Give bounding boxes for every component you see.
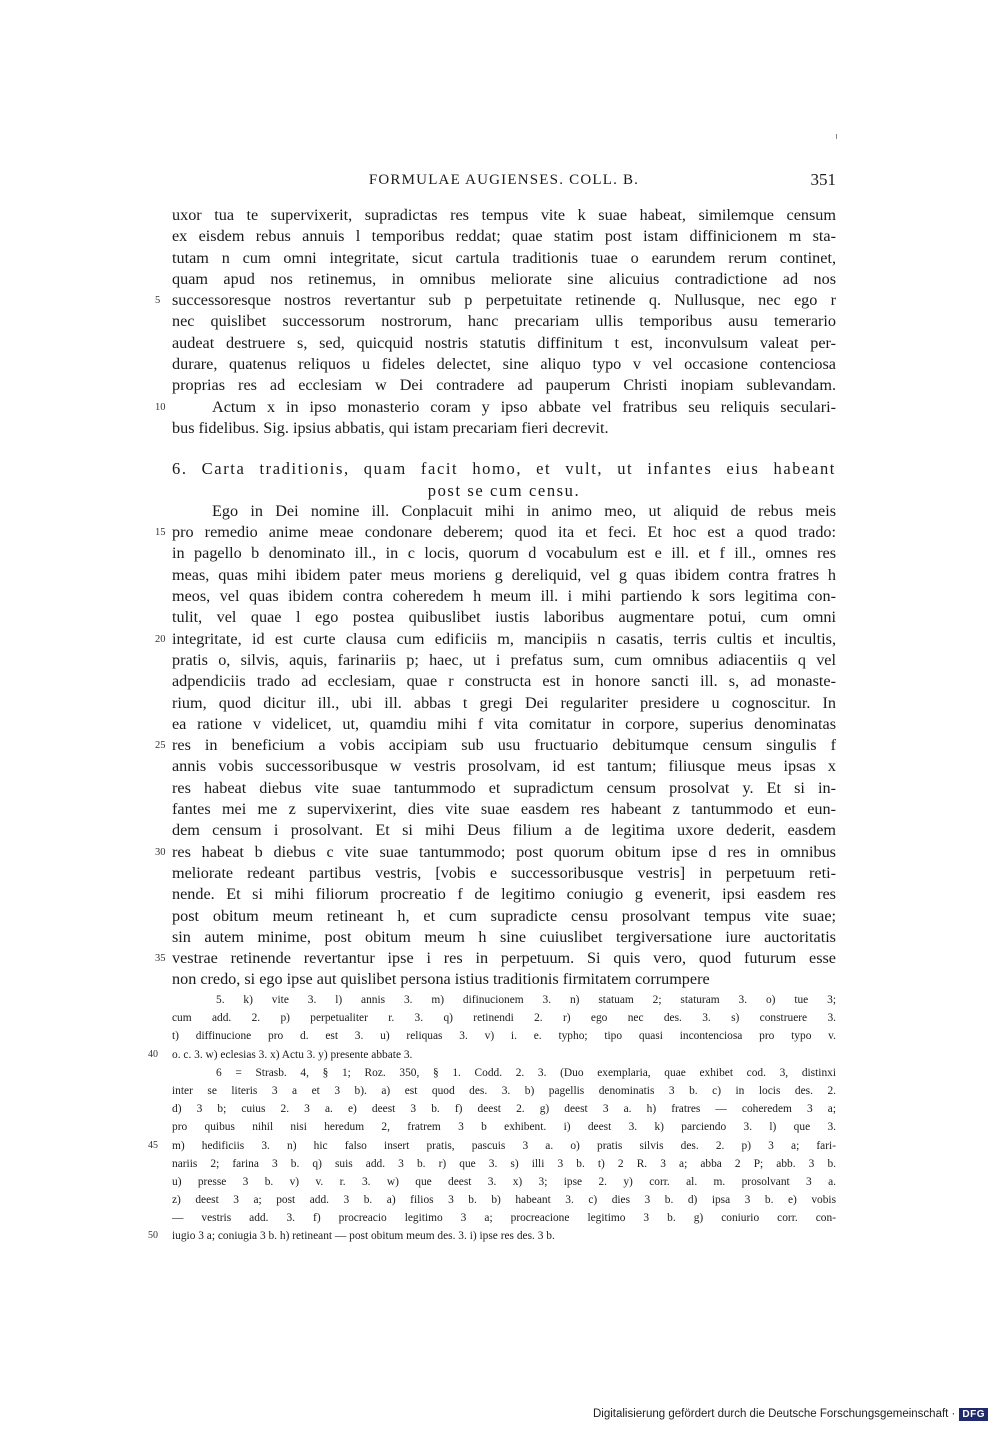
footnote-line [172,991,836,1009]
line-text: adpendiciis trado ad ecclesiam, quae r constructa est in honore sancti ill. s, ad monaste- [172,672,836,691]
line-text: audeat destruere s, sed, quicquid nostris statutis diffinitum t est, inconvulsum valeat per- [172,333,836,352]
footnote-line [172,1191,836,1209]
credit-text: Digitalisierung gefördert durch die Deutsche Forschungsgemeinschaft · [592,1408,956,1420]
line-text: in pagello b denominato ill., in c locis, quorum d vocabulum est e ill. et f ill., omnes res [172,544,836,563]
footnote-line [172,1173,836,1191]
text-line [172,693,836,714]
page-number: 351 [810,170,836,189]
text-line [172,863,836,884]
text-line [172,799,836,820]
line-number: 35 [155,953,166,965]
footnote-line [172,1082,836,1100]
line-number: 15 [155,527,166,539]
line-number: 50 [148,1230,158,1242]
line-text: o. c. 3. w) eclesias 3. x) Actu 3. y) presente abbate 3. [172,1048,413,1061]
text-line [172,586,836,607]
text-line [155,522,836,543]
line-text: pratis o, silvis, aquis, farinariis p; haec, ut i prefatus sum, cum omnibus adiacentiis q vel [172,650,836,669]
footnote-line [148,1227,836,1245]
line-text: res in beneficium a vobis accipiam sub usu fructuario debitumque censum singulis f [172,736,836,755]
line-text: nariis 2; farina 3 b. q) suis add. 3 b. r) que 3. s) illi 3 b. t) 2 R. 3 a; abba 2 P; abb. 3 b. [172,1157,836,1170]
section-heading [172,480,836,501]
line-number: 45 [148,1139,158,1151]
line-text: 6 = Strasb. 4, § 1; Roz. 350, § 1. Codd. 2. 3. (Duo exemplaria, quae exhibet cod. 3, distinxi [216,1066,836,1079]
line-text: cum add. 2. p) perpetualiter r. 3. q) retinendi 2. r) ego nec des. 3. s) construere 3. [172,1012,836,1025]
text-line [172,607,836,628]
text-line [172,375,836,396]
text-line [172,884,836,905]
section-gap [172,439,836,458]
text-line [172,248,836,269]
text-line [172,969,836,990]
text-line [172,927,836,948]
text-line [172,714,836,735]
line-text: m) hedificiis 3. n) hic falso insert pratis, pascuis 3 a. o) pratis silvis des. 2. p) 3 a; fari- [172,1139,836,1152]
text-line [172,820,836,841]
line-number: 25 [155,740,166,752]
line-text: t) diffinucione pro d. est 3. u) reliquas 3. v) i. e. typho; tipo quasi incontenciosa pro typo v. [172,1030,836,1043]
line-text: ex eisdem rebus annuis l temporibus reddat; quae statim post istam diffinicionem m sta- [172,227,836,246]
text-line [172,778,836,799]
line-text: sin autem minime, post obitum meum h sine cuiuslibet tergiversatione iure auctoritatis [172,927,836,946]
text-line [155,397,836,418]
text-line [172,226,836,247]
text-line [172,205,836,226]
line-number: 10 [155,401,166,413]
text-line [155,290,836,311]
text-line [172,311,836,332]
line-text: 5. k) vite 3. l) annis 3. m) difinucionem 3. n) statuam 2; staturam 3. o) tue 3; [216,994,836,1006]
line-text: res habeat b diebus c vite suae tantummodo; post quorum obitum ipse d res in omnibus [172,842,836,861]
text-line [155,629,836,650]
apparatus-footnotes [148,991,836,1246]
footnote-line [172,1027,836,1045]
text-line [172,650,836,671]
line-number: 5 [155,295,161,307]
section-heading [172,458,836,479]
line-text: z) deest 3 a; post add. 3 b. a) filios 3 b. b) habeant 3. c) dies 3 b. d) ipsa 3 b. e) vobis [172,1194,836,1207]
text-line [172,418,836,439]
footnote-line [148,1046,836,1064]
footnote-line [172,1064,836,1082]
text-line [172,756,836,777]
line-text: pro remedio anime meae condonare deberem; quod ita et feci. Et hoc est a quod trado: [172,523,836,542]
line-text: inter se literis 3 a et 3 b). a) est quod des. 3. b) pagellis denominatis 3 b. c) in locis des. 2. [172,1084,836,1097]
line-text: proprias res ad ecclesiam w Dei contradere ad pauperum Christi inopiam sublevandam. [172,376,836,395]
footnote-line [172,1209,836,1227]
line-text: integritate, id est curte clausa cum edificiis m, mancipiis n casatis, terris cultis et incultis, [172,629,836,648]
line-text: tulit, vel quae l ego postea quibuslibet iustis laboribus augmentare potui, cum omni [172,608,836,627]
text-line [172,906,836,927]
line-text: vestrae retinende revertantur ipse i res in perpetuum. Si quis vero, quod futurum esse [172,949,836,968]
footnote-line [172,1009,836,1027]
text-line [172,565,836,586]
line-text: fantes mei me z supervixerint, dies vite suae easdem res habeant z tantummodo et eun- [172,800,836,819]
text-line [172,269,836,290]
text-line [172,354,836,375]
line-text: rium, quod dicitur ill., ubi ill. abbas t gregi Dei regulariter presidere u cognoscitur. In [172,693,836,712]
line-text: d) 3 b; cuius 2. 3 a. e) deest 3 b. f) deest 2. g) deest 3 a. h) fratres — coheredem 3 a; [172,1103,836,1116]
dfg-logo: DFG [959,1408,988,1421]
running-title: FORMULAE AUGIENSES. COLL. B. [368,172,640,188]
margin-mark [836,134,837,139]
line-text: 6. Carta traditionis, quam facit homo, et vult, ut infantes eius habeant [172,459,836,479]
line-text: nec quislibet successorum nostrorum, hanc precariam ullis temporibus ausu temerario [172,312,836,331]
line-text: post obitum meum retineant h, et cum supradicte censu prosolvant tempus vite suae; [172,906,836,925]
line-text: Actum x in ipso monasterio coram y ipso abbate vel fratribus seu reliquis seculari- [212,397,836,416]
text-line [155,948,836,969]
line-text: non credo, si ego ipse aut quislibet persona istius traditionis firmitatem corrumpere [172,970,710,989]
line-text: quam apud nos retinemus, in omnibus meliorate sine alicuius contradictione ad nos [172,269,836,288]
line-number: 20 [155,633,166,645]
line-number: 30 [155,846,166,858]
text-line [155,842,836,863]
line-text: Ego in Dei nomine ill. Conplacuit mihi in animo meo, ut aliquid de rebus meis [212,501,836,520]
text-line [172,671,836,692]
footnote-line [172,1118,836,1136]
line-text: successoresque nostros revertantur sub p perpetuitate retinende q. Nullusque, nec ego r [172,291,836,310]
line-text: tutam n cum omni integritate, sicut cartula traditionis tuae o earundem rerum continet, [172,248,836,267]
main-text [155,205,836,991]
text-line [172,333,836,354]
line-text: dem censum i prosolvant. Et si mihi Deus filium a de legitima uxore dederit, easdem [172,821,836,840]
line-text: meliorate redeant partibus vestris, [vobis e successoribusque vestris] in perpetuum reti- [172,863,836,882]
line-text: bus fidelibus. Sig. ipsius abbatis, qui istam precariam fieri decrevit. [172,418,609,437]
line-text: — vestris add. 3. f) procreacio legitimo 3 a; procreacione legitimo 3 b. g) coniurio corr. con- [172,1212,836,1225]
line-text: post se cum censu. [427,480,581,500]
text-line [172,543,836,564]
line-text: uxor tua te supervixerit, supradictas res tempus vite k suae habeat, similemque censum [172,206,836,224]
line-text: pro quibus nihil nisi heredum 2, fratrem 3 b exhibent. i) deest 3. k) parciendo 3. l) que 3. [172,1121,836,1134]
footnote-line [172,1155,836,1173]
line-text: iugio 3 a; coniugia 3 b. h) retineant — post obitum meum des. 3. i) ipse res des. 3 b. [172,1230,555,1243]
line-text: meas, quas mihi ibidem pater meus moriens g dereliquid, vel g quas ibidem contra fratres h [172,565,836,584]
footnote-line [172,1100,836,1118]
line-text: durare, quatenus reliquos u fideles delectet, sine aliquo typo v vel occasione contenciosa [172,355,836,374]
footnote-line [148,1137,836,1155]
line-text: ea ratione v videlicet, ut, quamdiu mihi f vita comitatur in corpore, superius denominatas [172,714,836,733]
line-text: u) presse 3 b. v) v. r. 3. w) que deest 3. x) 3; ipse 2. y) corr. al. m. prosolvant 3 a. [172,1175,836,1188]
line-text: annis vobis successoribusque w vestris prosolvam, id est tantum; filiusque meus ipsas x [172,757,836,776]
line-number: 40 [148,1048,158,1060]
text-line [172,501,836,522]
line-text: res habeat diebus vite suae tantummodo et supradictum censum prosolvat y. Et si in- [172,778,836,797]
running-head [172,170,836,192]
line-text: meos, vel quas ibidem contra coheredem h meum ill. i mihi partiendo k sors legitima con- [172,587,836,606]
digitization-credit [593,1404,988,1424]
text-line [155,735,836,756]
line-text: nende. Et si mihi filiorum procreatio f de legitimo coniugio g evenerit, ipsi easdem res [172,885,836,904]
